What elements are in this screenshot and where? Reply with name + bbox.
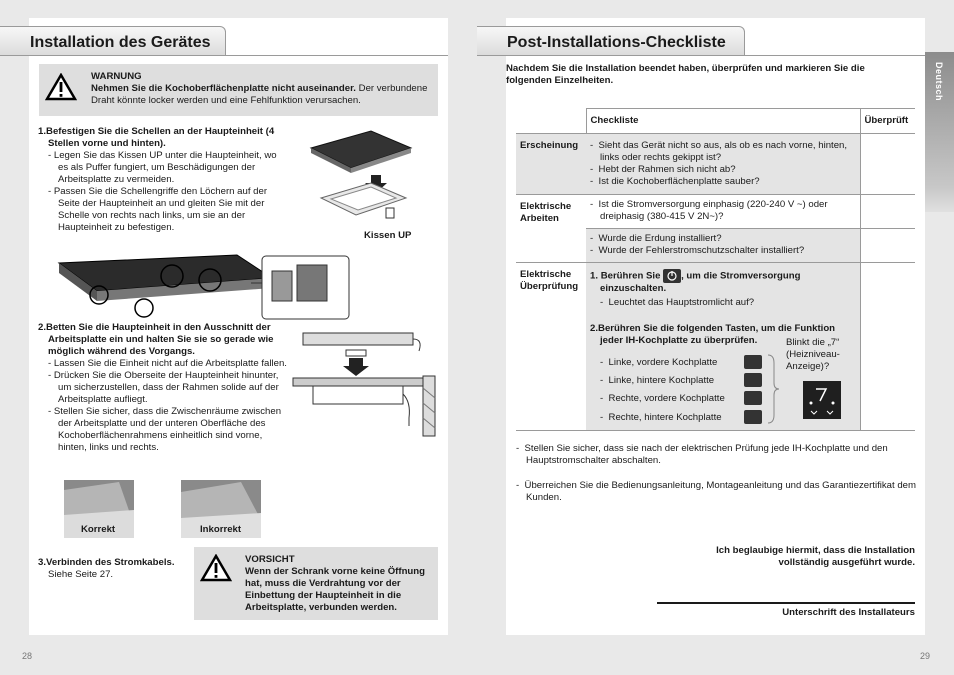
warning-box <box>39 64 438 116</box>
table-row <box>516 195 915 229</box>
brace-icon <box>766 353 780 425</box>
list-item: - Sieht das Gerät nicht so aus, als ob es nach vorne, hinten, links oder rechts gekippt ist? <box>590 140 848 163</box>
step-2-heading: 2.Betten Sie die Haupteinheit in den Ausschnitt der Arbeitsplatte ein und halten Sie sie so gerade wie möglich während des Vorgangs. <box>38 322 274 357</box>
warning-text: Nehmen Sie die Kochoberflächenplatte nicht auseinander. Der verbundene Draht könnte locker werden und eine Fehlfunktion verursachen. <box>91 83 428 106</box>
caution-icon <box>200 554 232 582</box>
right-page <box>506 18 925 635</box>
zone-key-icon <box>744 391 762 405</box>
step-2-item: - Stellen Sie sicher, dass die Zwischenräume zwischen der Arbeitsplatte und der unteren Oberfläche des Kochoberflächenrahmens einheitlich sind vorne, hinten, links und rechts. <box>48 406 282 453</box>
note-item: - Stellen Sie sicher, dass sie nach der elektrischen Prüfung jede IH-Kochplatte und den Hauptstromschalter abschalten. <box>516 443 888 466</box>
col-header-checked: Überprüft <box>860 109 915 134</box>
warning-icon <box>45 73 77 101</box>
signature-label: Unterschrift des Installateurs <box>782 607 915 618</box>
step-1-heading: 1.Befestigen Sie die Schellen an der Haupteinheit (4 Stellen vorne und hinten). <box>38 126 275 149</box>
warning-label: WARNUNG <box>91 71 142 82</box>
step-2 <box>38 322 288 454</box>
step-1-item: - Legen Sie das Kissen UP unter die Haupteinheit, wo es als Puffer fungiert, um Beschädigungen der Arbeitsplatte zu vermeiden. <box>48 150 277 185</box>
table-row <box>516 263 915 431</box>
list-item: - Hebt der Rahmen sich nicht ab? <box>590 164 736 175</box>
list-item: - Ist die Kochoberflächenplatte sauber? <box>590 176 760 187</box>
intro-text: Nachdem Sie die Installation beendet haben, überprüfen und markieren Sie die folgenden Einzelheiten. <box>506 63 865 86</box>
step-3 <box>38 557 178 581</box>
table-row <box>516 134 915 195</box>
caution-box <box>194 547 438 620</box>
page-number-right: 29 <box>920 651 931 661</box>
heat-level-display <box>803 381 841 419</box>
title-divider <box>226 55 448 56</box>
row-label: Elektrische Arbeiten <box>516 195 586 263</box>
right-page-title: Post-Installations-Checkliste <box>477 26 745 56</box>
signature-line[interactable] <box>657 602 915 604</box>
list-item: - Wurde die Erdung installiert? <box>590 233 722 244</box>
caution-label: VORSICHT <box>245 554 295 565</box>
list-item: - Leuchtet das Hauptstromlicht auf? <box>600 297 755 308</box>
power-key-icon <box>663 269 681 283</box>
zone-key-icon <box>744 355 762 369</box>
list-item: - Ist die Stromversorgung einphasig (220-240 V ~) oder dreiphasig (380-415 V 2N~)? <box>590 199 828 222</box>
zone-key-icon <box>744 373 762 387</box>
zone-item: - Linke, hintere Kochplatte <box>600 375 715 386</box>
elec-step-2: 2.Berühren Sie die folgenden Tasten, um die Funktion jeder IH-Kochplatte zu überprüfen. <box>590 323 836 346</box>
left-page <box>29 18 448 635</box>
step-3-text: Siehe Seite 27. <box>48 569 114 580</box>
step-1 <box>38 126 288 234</box>
row-label: Erscheinung <box>516 134 586 195</box>
step-3-heading: 3.Verbinden des Stromkabels. <box>38 557 175 568</box>
col-header-checklist: Checkliste <box>586 109 860 134</box>
title-divider <box>745 55 925 56</box>
correct-label: Korrekt <box>81 524 116 535</box>
zone-item: - Rechte, vordere Kochplatte <box>600 393 725 404</box>
blink-question: Blinkt die „7“ (Heizniveau-Anzeige)? <box>786 337 840 372</box>
kissen-up-caption: Kissen UP <box>364 230 412 241</box>
clamp-illustration <box>57 243 357 323</box>
left-page-title: Installation des Gerätes <box>0 26 226 56</box>
kissen-up-illustration <box>301 123 421 223</box>
zone-item: - Linke, vordere Kochplatte <box>600 357 718 368</box>
caution-text: Wenn der Schrank vorne keine Öffnung hat, muss die Verdrahtung vor der Einbettung der Haupteinheit in die Arbeitsplatte, verbunden werden. <box>245 566 426 613</box>
note-item: - Überreichen Sie die Bedienungsanleitung, Montageanleitung und das Garantiezertifikat dem Kunden. <box>516 480 916 503</box>
embedding-illustration <box>291 328 441 438</box>
certification-text: Ich beglaubige hiermit, dass die Installation vollständig ausgeführt wurde. <box>716 545 915 568</box>
elec-step-1: 1. Berühren Sie , um die Stromversorgung einzuschalten. <box>590 270 801 294</box>
row-label: Elektrische Überprüfung <box>516 263 586 431</box>
language-side-tab: Deutsch <box>925 52 954 212</box>
incorrect-label: Inkorrekt <box>200 524 242 535</box>
step-1-item: - Passen Sie die Schellengriffe den Löchern auf der Seite der Haupteinheit an und gleiten Sie mit der Schelle von rechts nach links, um sie an der Haupteinheit zu befestigen. <box>48 186 268 233</box>
page-number-left: 28 <box>22 651 33 661</box>
zone-key-icon <box>744 410 762 424</box>
step-2-item: - Drücken Sie die Oberseite der Haupteinheit hinunter, um sicherzustellen, dass der Rahmen solide auf der Arbeitsplatte aufliegt. <box>48 370 279 405</box>
checklist-table <box>516 108 915 432</box>
zone-item: - Rechte, hintere Kochplatte <box>600 412 722 423</box>
step-2-item: - Lassen Sie die Einheit nicht auf die Arbeitsplatte fallen. <box>48 358 287 369</box>
list-item: - Wurde der Fehlerstromschutzschalter installiert? <box>590 245 805 256</box>
